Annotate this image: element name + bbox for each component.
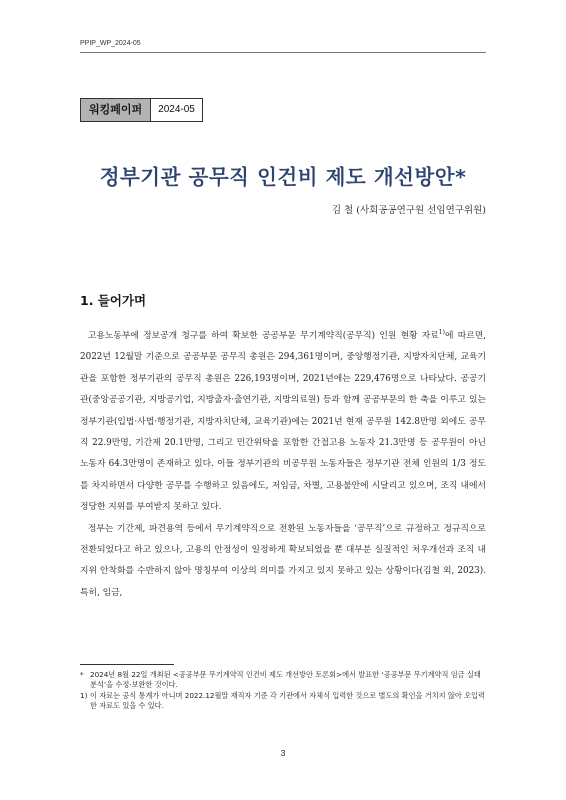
paragraph-1-start: 고용노동부에 정보공개 청구를 하여 확보한 공공부문 무기계약직(공무직) 인원 현황 자료 — [87, 330, 439, 341]
badge-number: 2024-05 — [151, 99, 202, 121]
footnote-ref-1[interactable]: 1) — [438, 329, 445, 336]
paragraph-1 — [80, 322, 486, 519]
paragraph-2: 정부는 기간제, 파견용역 등에서 무기계약직으로 전환된 노동자들을 ‘공무직’으로 규정하고 정규직으로 전환되었다고 하고 있으나, 고용의 안정성이 일정하게 확보되었을 뿐 대부분 실질적인 처우개선과 조직 내 지위 안착화를 수반하지 않아 명칭부여 이상의 의미를 가지고 있지 못하고 있는 상황이다(김철 외, 2023). 특히, 임금, — [80, 523, 486, 598]
footnote-item — [80, 670, 486, 691]
footnote-text: 2024년 8월 22일 개최된 <공공부문 무기계약직 인건비 제도 개선방안 토론회>에서 발표한 ‘공공부문 무기계약직 임금 실태 분석’을 수정·보완한 것이다. — [90, 670, 481, 690]
footnote-text: 이 자료는 공식 통계가 아니며 2022.12월말 재직자 기준 각 기관에서 자체식 입력한 것으로 별도의 확인을 거치지 않아 오입력한 자료도 있을 수 있다. — [90, 690, 485, 710]
badge-label: 워킹페이퍼 — [81, 99, 151, 121]
footnote-mark: * — [80, 670, 84, 679]
running-header: PPIP_WP_2024-05 — [80, 40, 141, 47]
footnote-item — [80, 691, 486, 712]
footnote-mark: 1) — [80, 690, 88, 700]
paragraph-1-rest: 에 따르면, 2022년 12월말 기준으로 공공부문 공무직 총원은 294,361명이며, 중앙행정기관, 지방자치단체, 교육기관을 포함한 정부기관의 공무직 총원은 226,193명이며, 2021년에는 229,476명으로 나타났다. 공공기관(중앙공공기관, 지방공기업, 지방출자·출연기관, 지방의료원) 등과 함께 공공부문의 한 축을 이루고 있는 정부기관(입법·사법·행정기관, 지방자치단체, 교육기관)에는 2021년 현재 공무원 142.8만명 외에도 공무직 22.9만명, 기간제 20.1만명, 그리고 민간위탁을 포함한 간접고용 노동자 21.3만명 등 공무원이 아닌 노동자 64.3만명이 존재하고 있다. 이들 정부기관의 비공무원 노동자들은 정부기관 전체 인원의 1/3 정도를 차지하면서 다양한 공무를 수행하고 있음에도, 저임금, 차별, 고용불안에 시달리고 있으며, 조직 내에서 정당한 지위를 부여받지 못하고 있다. — [80, 330, 486, 513]
section-heading: 1. 들어가며 — [80, 293, 147, 308]
footnote-divider — [80, 664, 174, 665]
document-title: 정부기관 공무직 인건비 제도 개선방안* — [99, 165, 467, 189]
header-divider — [80, 52, 486, 53]
body-text — [80, 322, 486, 604]
page-number: 3 — [280, 748, 286, 758]
footnotes — [80, 670, 486, 711]
working-paper-badge — [80, 98, 203, 122]
author-line: 김 철 (사회공공연구원 선임연구위원) — [331, 205, 486, 216]
